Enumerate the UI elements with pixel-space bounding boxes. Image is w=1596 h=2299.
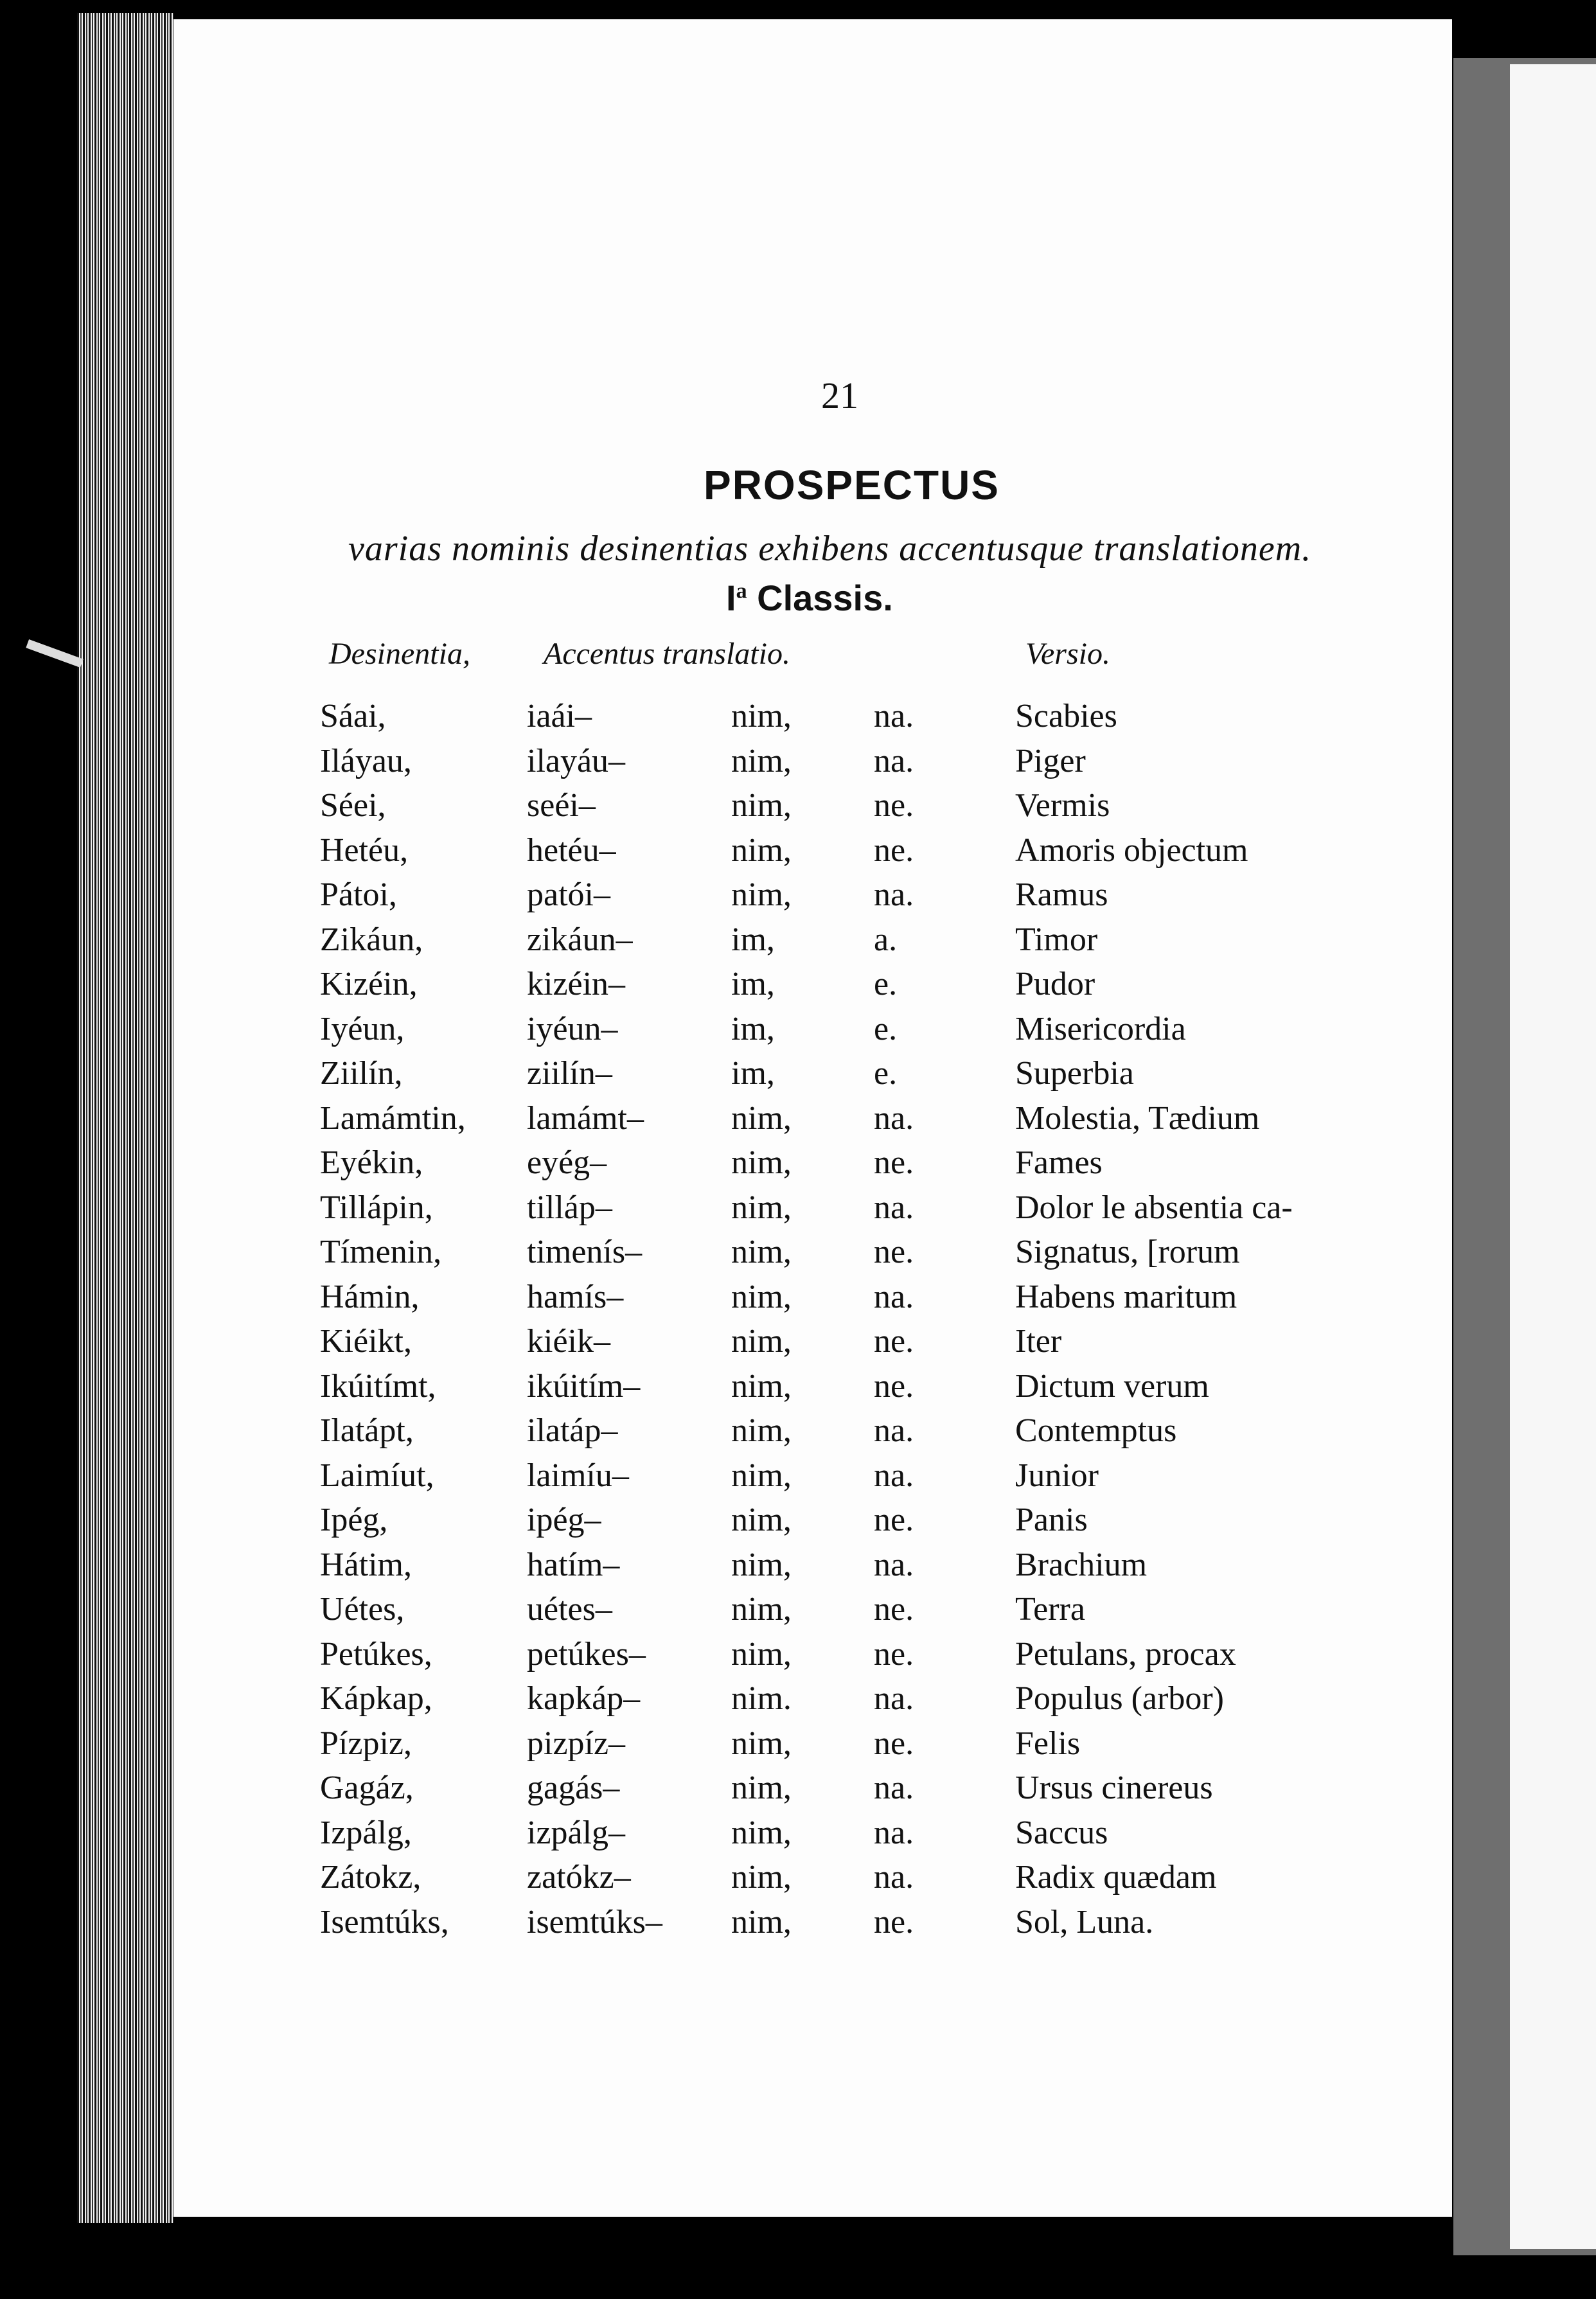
cell-ending1: nim,	[731, 1859, 792, 1895]
column-header-accentus: Accentus translatio.	[544, 637, 790, 671]
cell-accentus: timenís–	[527, 1234, 643, 1270]
cell-ending1: nim,	[731, 1903, 792, 1940]
cell-ending1: nim,	[731, 1457, 792, 1494]
cell-accentus: patói–	[527, 876, 610, 913]
cell-ending1: nim.	[731, 1680, 792, 1717]
cell-desinentia: Eyékin,	[320, 1144, 423, 1181]
cell-accentus: ziilín–	[527, 1055, 612, 1092]
cell-ending1: nim,	[731, 876, 792, 913]
cell-ending1: nim,	[731, 1770, 792, 1806]
cell-versio: Superbia	[1015, 1055, 1134, 1092]
cell-ending2: na.	[874, 1457, 914, 1494]
cell-accentus: hatím–	[527, 1546, 620, 1583]
cell-ending1: nim,	[731, 742, 792, 779]
cell-ending2: na.	[874, 1680, 914, 1717]
cell-versio: Petulans, procax	[1015, 1635, 1236, 1673]
table-row	[0, 1501, 1596, 1546]
cell-desinentia: Lamámtin,	[320, 1099, 466, 1137]
page-heading: PROSPECTUS	[704, 462, 1000, 508]
cell-versio: Molestia, Tædium	[1015, 1099, 1260, 1137]
cell-ending1: nim,	[731, 1502, 792, 1538]
cell-desinentia: Tillápin,	[320, 1189, 433, 1226]
cell-ending1: nim,	[731, 1814, 792, 1851]
cell-accentus: eyég–	[527, 1144, 607, 1181]
cell-ending2: na.	[874, 1412, 914, 1449]
cell-versio: Saccus	[1015, 1814, 1108, 1851]
cell-accentus: isemtúks–	[527, 1903, 662, 1940]
cell-ending1: nim,	[731, 1189, 792, 1226]
cell-ending2: e.	[874, 1010, 898, 1047]
cell-versio: Panis	[1015, 1502, 1088, 1538]
table-row	[0, 1769, 1596, 1814]
cell-ending2: ne.	[874, 1635, 914, 1673]
cell-versio: Vermis	[1015, 787, 1110, 824]
cell-ending2: na.	[874, 1859, 914, 1895]
cell-ending2: na.	[874, 1278, 914, 1315]
cell-versio: Ursus cinereus	[1015, 1770, 1213, 1806]
cell-desinentia: Zikáun,	[320, 921, 423, 958]
cell-ending2: e.	[874, 1055, 898, 1092]
table-row	[0, 1725, 1596, 1770]
cell-ending1: im,	[731, 1010, 775, 1047]
table-row	[0, 1144, 1596, 1189]
cell-ending1: nim,	[731, 1725, 792, 1762]
table-row	[0, 1635, 1596, 1680]
cell-ending1: im,	[731, 966, 775, 1002]
cell-accentus: uétes–	[527, 1591, 612, 1628]
cell-desinentia: Sáai,	[320, 698, 386, 734]
cell-versio: Sol, Luna.	[1015, 1903, 1154, 1940]
cell-versio: Pudor	[1015, 966, 1095, 1002]
cell-accentus: tilláp–	[527, 1189, 612, 1226]
cell-ending2: na.	[874, 1099, 914, 1137]
cell-ending2: ne.	[874, 1367, 914, 1405]
cell-ending1: nim,	[731, 1412, 792, 1449]
cell-desinentia: Ipég,	[320, 1502, 388, 1538]
cell-desinentia: Hátim,	[320, 1546, 412, 1583]
cell-desinentia: Isemtúks,	[320, 1903, 449, 1940]
cell-accentus: petúkes–	[527, 1635, 646, 1673]
cell-desinentia: Gagáz,	[320, 1770, 414, 1806]
cell-versio: Ramus	[1015, 876, 1108, 913]
cell-versio: Junior	[1015, 1457, 1099, 1494]
cell-accentus: kiéik–	[527, 1323, 610, 1360]
cell-desinentia: Pátoi,	[320, 876, 397, 913]
cell-versio: Iter	[1015, 1323, 1062, 1360]
cell-versio: Populus (arbor)	[1015, 1680, 1224, 1717]
cell-versio: Signatus, [rorum	[1015, 1234, 1240, 1270]
table-row	[0, 1189, 1596, 1234]
cell-accentus: zikáun–	[527, 921, 633, 958]
cell-versio: Habens maritum	[1015, 1278, 1237, 1315]
cell-accentus: izpálg–	[527, 1814, 626, 1851]
cell-versio: Contemptus	[1015, 1412, 1177, 1449]
cell-accentus: ilatáp–	[527, 1412, 618, 1449]
cell-ending2: na.	[874, 698, 914, 734]
table-row	[0, 1858, 1596, 1903]
cell-desinentia: Iyéun,	[320, 1010, 405, 1047]
cell-ending2: na.	[874, 1546, 914, 1583]
cell-versio: Scabies	[1015, 698, 1117, 734]
cell-desinentia: Laimíut,	[320, 1457, 434, 1494]
cell-desinentia: Petúkes,	[320, 1635, 432, 1673]
cell-ending1: im,	[731, 921, 775, 958]
cell-versio: Dictum verum	[1015, 1367, 1209, 1405]
cell-accentus: gagás–	[527, 1770, 620, 1806]
table-row	[0, 1412, 1596, 1457]
cell-ending2: ne.	[874, 1144, 914, 1181]
cell-ending2: ne.	[874, 1725, 914, 1762]
cell-ending1: nim,	[731, 1591, 792, 1628]
cell-ending1: nim,	[731, 1635, 792, 1673]
cell-ending2: ne.	[874, 1903, 914, 1940]
cell-versio: Brachium	[1015, 1546, 1148, 1583]
cell-desinentia: Kiéikt,	[320, 1323, 412, 1360]
cell-ending1: nim,	[731, 787, 792, 824]
cell-ending1: nim,	[731, 1144, 792, 1181]
cell-ending2: na.	[874, 1189, 914, 1226]
cell-ending1: nim,	[731, 1367, 792, 1405]
cell-versio: Timor	[1015, 921, 1098, 958]
cell-desinentia: Kizéin,	[320, 966, 418, 1002]
table-row	[0, 1814, 1596, 1859]
class-ordinal: I	[726, 578, 736, 618]
table-row	[0, 786, 1596, 831]
cell-accentus: lamámt–	[527, 1099, 644, 1137]
cell-versio: Radix quædam	[1015, 1859, 1217, 1895]
cell-versio: Fames	[1015, 1144, 1103, 1181]
cell-accentus: pizpíz–	[527, 1725, 626, 1762]
table-row	[0, 965, 1596, 1010]
table-row	[0, 1322, 1596, 1367]
cell-accentus: hetéu–	[527, 831, 616, 869]
cell-accentus: laimíu–	[527, 1457, 629, 1494]
cell-desinentia: Ikúitímt,	[320, 1367, 436, 1405]
cell-desinentia: Iláyau,	[320, 742, 412, 779]
table-row	[0, 1233, 1596, 1278]
table-row	[0, 1010, 1596, 1055]
table-row	[0, 1099, 1596, 1144]
cell-desinentia: Pízpiz,	[320, 1725, 412, 1762]
cell-ending1: nim,	[731, 1234, 792, 1270]
page-number: 21	[821, 375, 858, 416]
cell-versio: Felis	[1015, 1725, 1081, 1762]
cell-versio: Piger	[1015, 742, 1086, 779]
table-row	[0, 1457, 1596, 1502]
table-row	[0, 697, 1596, 742]
cell-ending1: im,	[731, 1055, 775, 1092]
cell-ending2: na.	[874, 1814, 914, 1851]
table-row	[0, 876, 1596, 921]
cell-desinentia: Zátokz,	[320, 1859, 421, 1895]
column-header-desinentia: Desinentia,	[329, 637, 470, 671]
cell-ending2: ne.	[874, 1323, 914, 1360]
table-row	[0, 831, 1596, 876]
cell-ending1: nim,	[731, 1099, 792, 1137]
cell-desinentia: Izpálg,	[320, 1814, 412, 1851]
cell-accentus: kizéin–	[527, 966, 626, 1002]
cell-desinentia: Tímenin,	[320, 1234, 442, 1270]
table-row	[0, 1680, 1596, 1725]
cell-accentus: iyéun–	[527, 1010, 618, 1047]
cell-versio: Dolor le absentia ca-	[1015, 1189, 1293, 1226]
cell-ending2: a.	[874, 921, 898, 958]
cell-accentus: ikúitím–	[527, 1367, 641, 1405]
cell-desinentia: Uétes,	[320, 1591, 405, 1628]
cell-desinentia: Ilatápt,	[320, 1412, 414, 1449]
cell-desinentia: Hetéu,	[320, 831, 409, 869]
cell-ending2: na.	[874, 742, 914, 779]
class-word: Classis.	[757, 578, 893, 618]
cell-accentus: hamís–	[527, 1278, 624, 1315]
cell-ending2: ne.	[874, 787, 914, 824]
page-tab-mark	[26, 639, 83, 668]
cell-accentus: iaái–	[527, 698, 592, 734]
cell-desinentia: Kápkap,	[320, 1680, 432, 1717]
cell-ending2: na.	[874, 876, 914, 913]
cell-ending2: ne.	[874, 831, 914, 869]
cell-versio: Misericordia	[1015, 1010, 1186, 1047]
cell-desinentia: Ziilín,	[320, 1055, 403, 1092]
table-row	[0, 1367, 1596, 1412]
cell-ending1: nim,	[731, 831, 792, 869]
class-label	[726, 577, 893, 619]
cell-versio: Amoris objectum	[1015, 831, 1248, 869]
cell-accentus: zatókz–	[527, 1859, 631, 1895]
cell-ending2: ne.	[874, 1234, 914, 1270]
cell-desinentia: Séei,	[320, 787, 386, 824]
cell-ending1: nim,	[731, 1323, 792, 1360]
cell-ending2: ne.	[874, 1591, 914, 1628]
cell-accentus: ilayáu–	[527, 742, 626, 779]
table-row	[0, 1546, 1596, 1591]
cell-versio: Terra	[1015, 1591, 1085, 1628]
cell-ending1: nim,	[731, 698, 792, 734]
cell-desinentia: Hámin,	[320, 1278, 420, 1315]
cell-accentus: seéi–	[527, 787, 596, 824]
cell-ending2: e.	[874, 966, 898, 1002]
cell-ending2: ne.	[874, 1502, 914, 1538]
cell-accentus: ipég–	[527, 1502, 601, 1538]
table-row	[0, 742, 1596, 787]
table-row	[0, 1278, 1596, 1323]
page-subtitle: varias nominis desinentias exhibens accentusque translationem.	[348, 529, 1312, 569]
cell-accentus: kapkáp–	[527, 1680, 641, 1717]
cell-ending2: na.	[874, 1770, 914, 1806]
class-ordinal-superscript: a	[736, 579, 747, 603]
table-row	[0, 1903, 1596, 1948]
cell-ending1: nim,	[731, 1278, 792, 1315]
table-row	[0, 921, 1596, 966]
column-header-versio: Versio.	[1025, 637, 1110, 671]
table-row	[0, 1590, 1596, 1635]
cell-ending1: nim,	[731, 1546, 792, 1583]
table-row	[0, 1054, 1596, 1099]
